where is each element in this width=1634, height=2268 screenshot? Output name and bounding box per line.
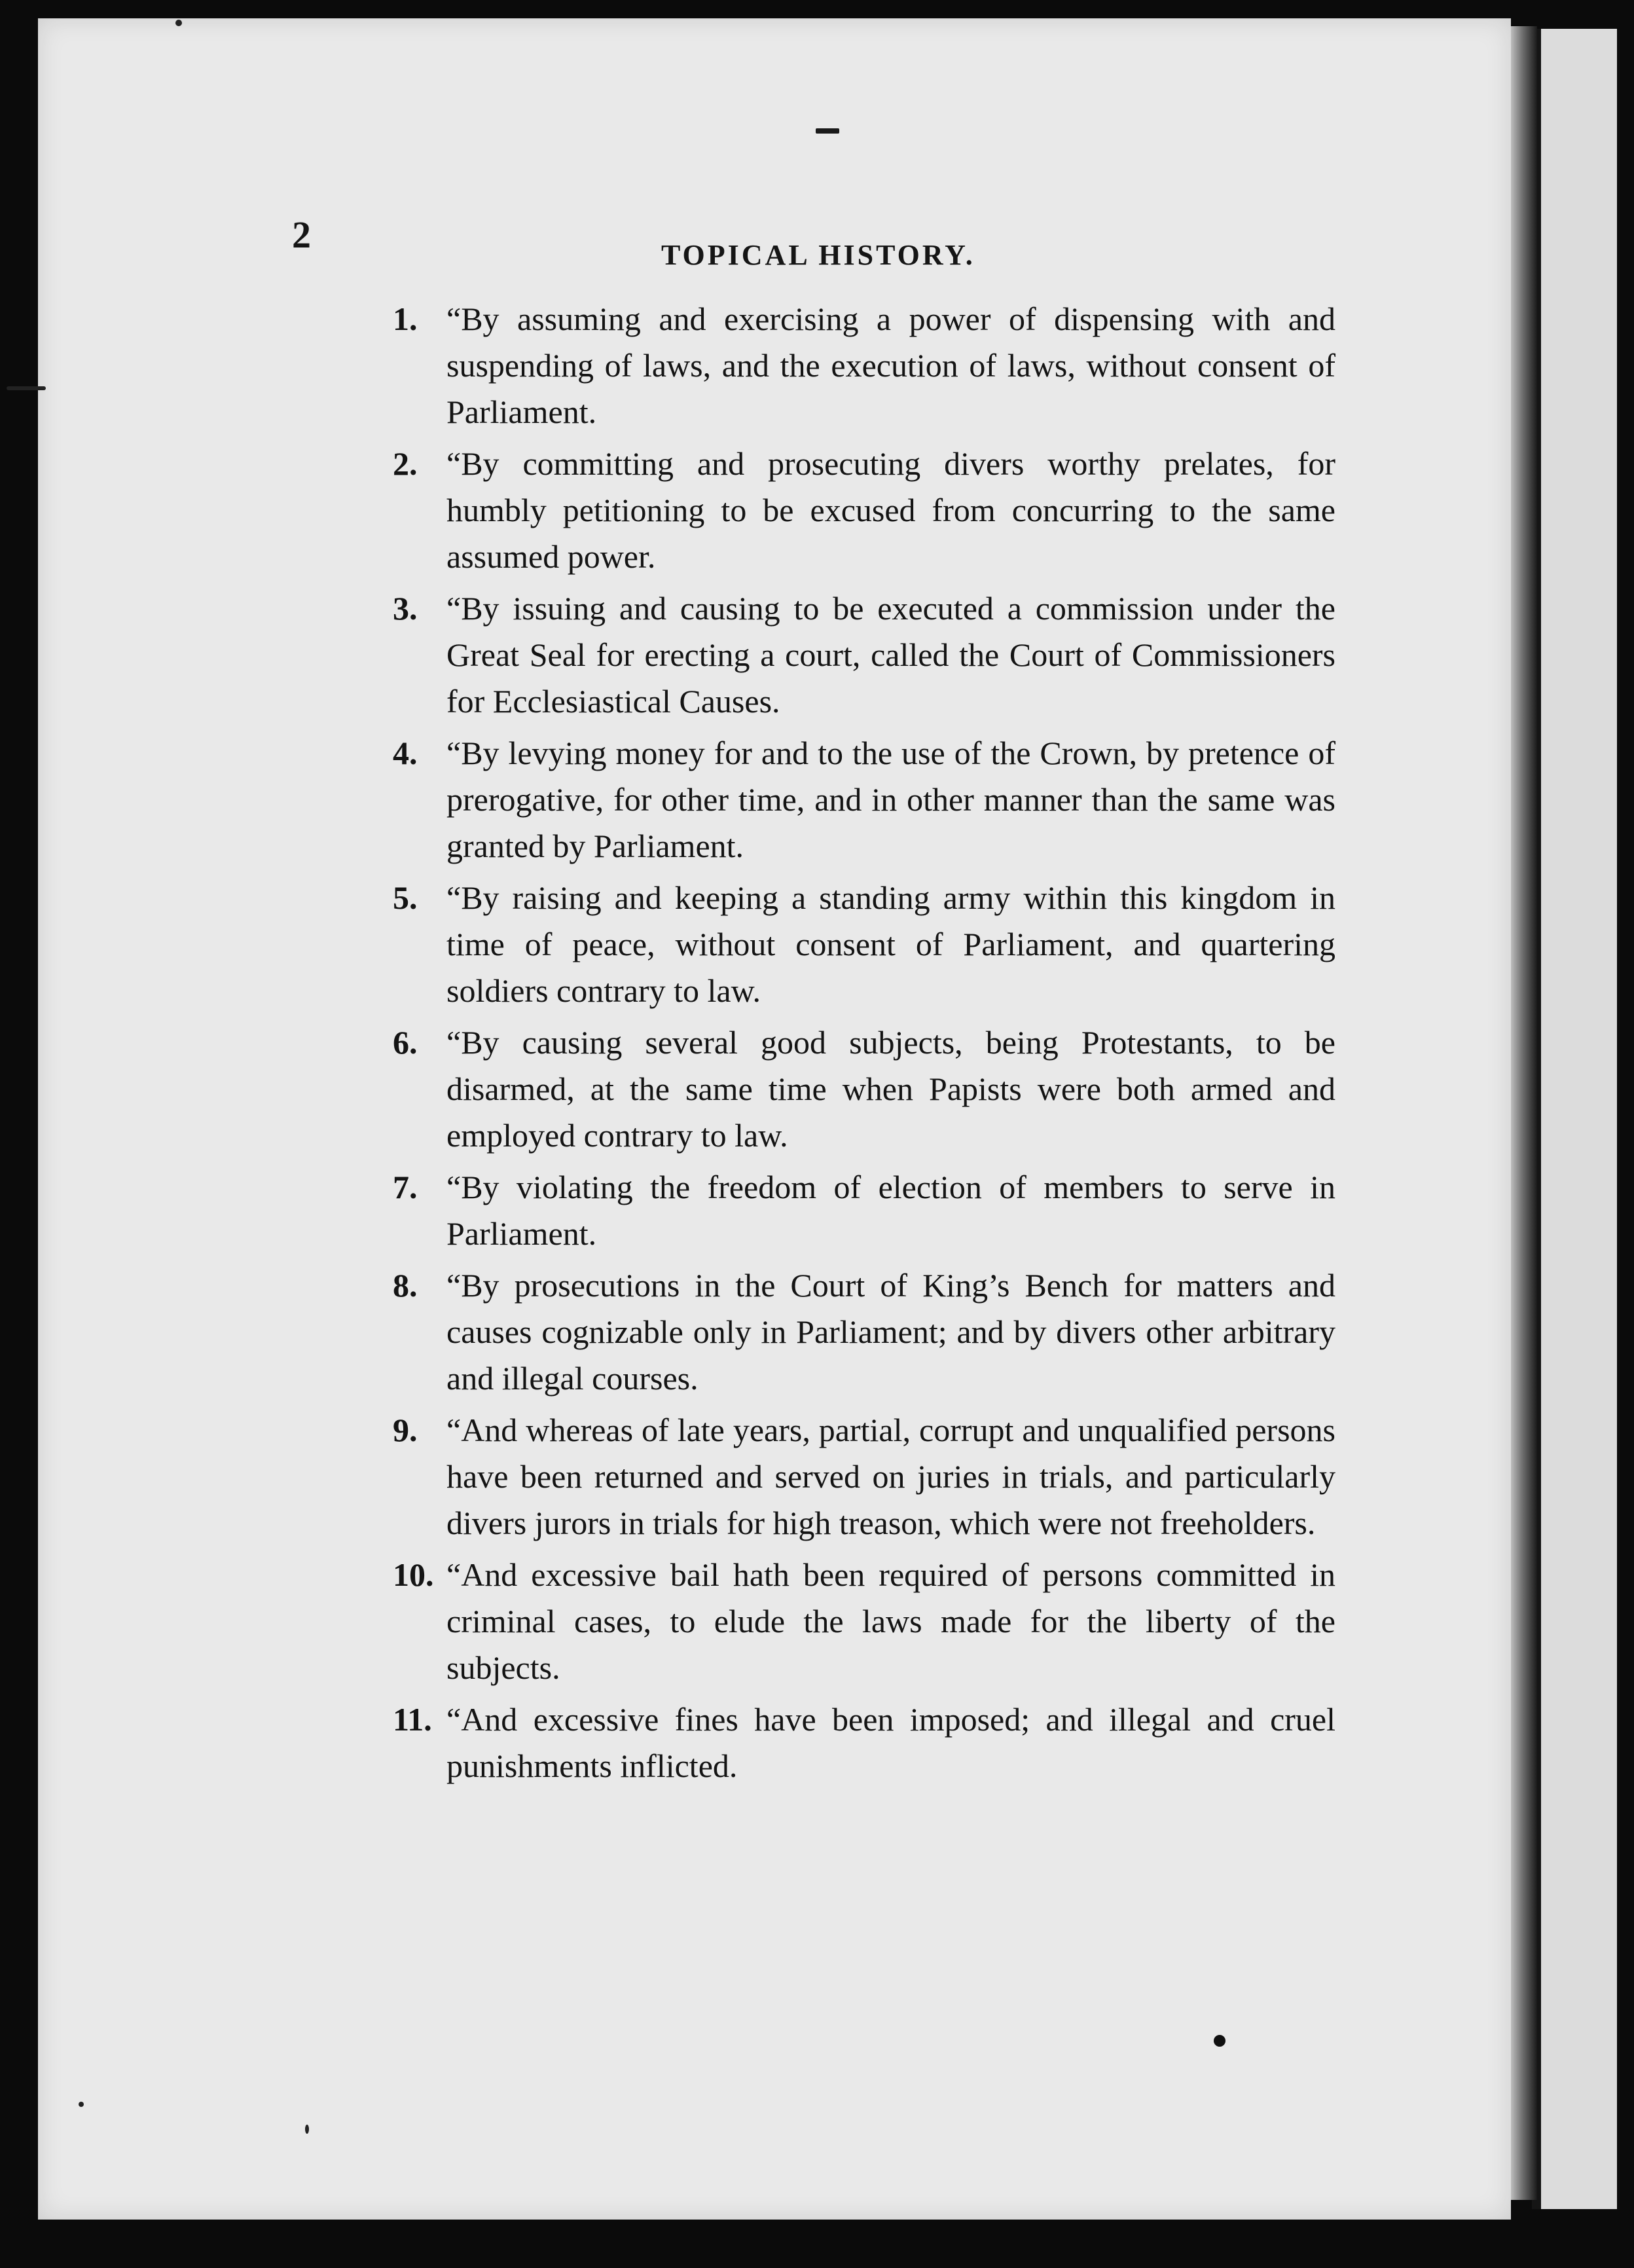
item-number: 5. <box>393 879 418 916</box>
list-item <box>393 1019 1335 1159</box>
item-number: 6. <box>393 1024 418 1061</box>
list-item <box>393 1696 1335 1789</box>
adjacent-page-edge <box>1538 29 1617 2209</box>
ink-dot <box>1214 2035 1226 2047</box>
item-number: 2. <box>393 445 418 482</box>
dust-speck <box>7 386 46 390</box>
dust-speck <box>79 2102 84 2107</box>
item-text: “And excessive fines have been imposed; and illegal and cruel punishments inflicted. <box>446 1701 1335 1784</box>
item-text: “By raising and keeping a standing army within this kingdom in time of peace, without consent of Parliament, and quartering soldiers contrary to law. <box>446 879 1335 1009</box>
list-item <box>393 1164 1335 1257</box>
item-number: 8. <box>393 1267 418 1304</box>
list-item <box>393 875 1335 1014</box>
item-text: “By causing several good subjects, being Protestants, to be disarmed, at the same time when Papists were both armed and employed contrary to law. <box>446 1024 1335 1154</box>
printer-mark <box>816 128 839 134</box>
item-text: “By violating the freedom of election of members to serve in Parliament. <box>446 1169 1335 1252</box>
list-item <box>393 1262 1335 1402</box>
item-text: “By committing and prosecuting divers worthy prelates, for humbly petitioning to be excused from concurring to the same assumed power. <box>446 445 1335 575</box>
page-edge-shadow <box>1511 26 1537 2200</box>
dust-speck <box>175 20 182 26</box>
item-text: “By prosecutions in the Court of King’s Bench for matters and causes cognizable only in Parliament; and by divers other arbitrary and illegal courses. <box>446 1267 1335 1397</box>
item-text: “By assuming and exercising a power of dispensing with and suspending of laws, and the execution of laws, without consent of Parliament. <box>446 301 1335 430</box>
list-item <box>393 1407 1335 1546</box>
item-number: 7. <box>393 1169 418 1205</box>
item-text: “By levying money for and to the use of the Crown, by pretence of prerogative, for other time, and in other manner than the same was granted by Parliament. <box>446 735 1335 864</box>
item-number: 3. <box>393 590 418 627</box>
grievances-list <box>393 296 1335 1795</box>
item-text: “And whereas of late years, partial, corrupt and unqualified persons have been returned and served on juries in trials, and particularly divers jurors in trials for high treason, which were not freeholders. <box>446 1412 1335 1541</box>
running-head: TOPICAL HISTORY. <box>661 239 975 271</box>
dust-speck <box>305 2125 309 2134</box>
item-text: “And excessive bail hath been required of persons committed in criminal cases, to elude the laws made for the liberty of the subjects. <box>446 1556 1335 1686</box>
list-item <box>393 1552 1335 1691</box>
list-item <box>393 441 1335 580</box>
item-number: 1. <box>393 301 418 337</box>
item-number: 9. <box>393 1412 418 1448</box>
item-text: “By issuing and causing to be executed a commission under the Great Seal for erecting a court, called the Court of Commissioners for Ecclesiastical Causes. <box>446 590 1335 720</box>
page-number: 2 <box>292 213 311 256</box>
list-item <box>393 730 1335 869</box>
item-number: 10. <box>393 1556 434 1593</box>
item-number: 4. <box>393 735 418 771</box>
list-item <box>393 296 1335 435</box>
list-item <box>393 585 1335 725</box>
item-number: 11. <box>393 1701 432 1738</box>
